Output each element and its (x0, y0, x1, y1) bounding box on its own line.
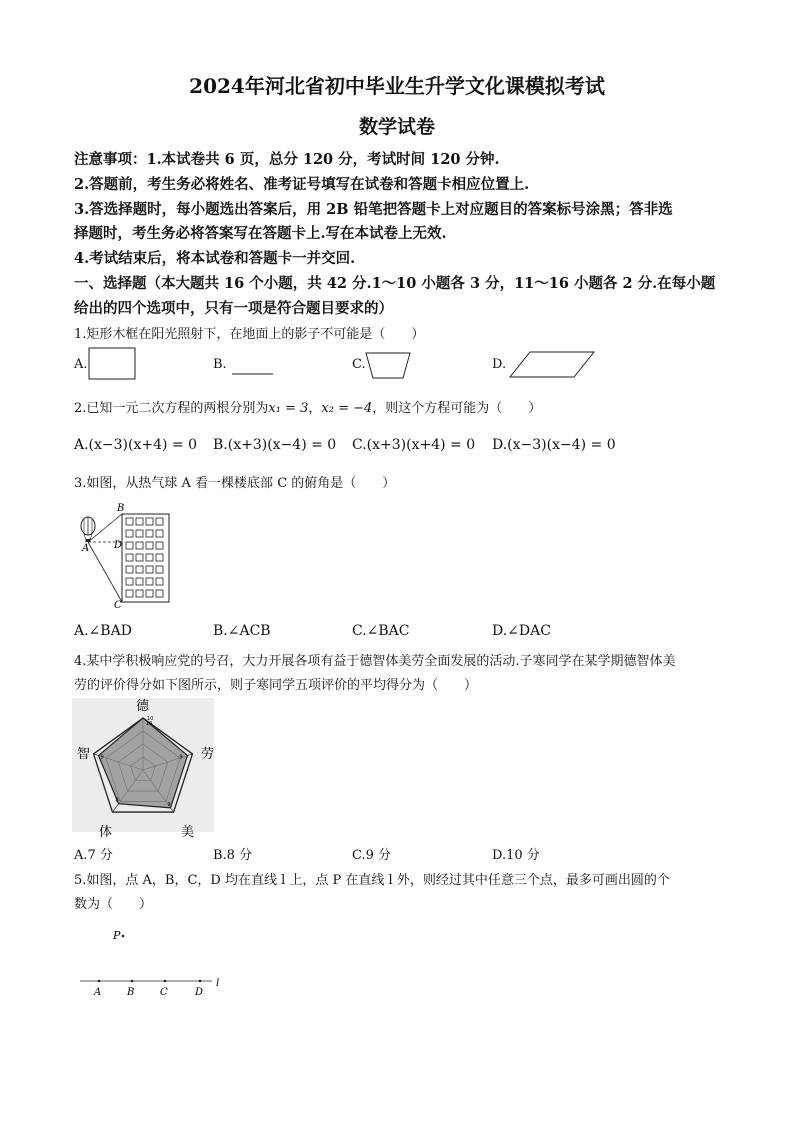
note-1: 注意事项：1.本试卷共 6 页，总分 120 分，考试时间 120 分钟. (74, 151, 500, 168)
q5-point-p (122, 935, 125, 938)
note-2: 2.答题前，考生务必将姓名、准考证号填写在试卷和答题卡相应位置上. (74, 176, 530, 193)
q3-label-b: B (117, 503, 125, 514)
q4-stem-line-2: 劳的评价得分如下图所示，则子寒同学五项评价的平均得分为（ ） (74, 678, 478, 693)
q4-axis-label: 德 (136, 699, 150, 714)
q4-option-b: B.8 分 (213, 848, 253, 863)
q3-figure (72, 500, 182, 612)
q2-option-c: C.(x+3)(x+4) = 0 (352, 437, 476, 453)
q4-score-label: 10 (146, 721, 153, 727)
exam-title: 2024年河北省初中毕业生升学文化课模拟考试 (189, 74, 605, 98)
q5-label-a: A (94, 987, 102, 998)
q2-option-a: A.(x−3)(x+4) = 0 (74, 437, 198, 453)
q5-label-p: P (113, 929, 121, 942)
note-3: 3.答选择题时，每小题选出答案后，用 2B 铅笔把答题卡上对应题目的答案标号涂黑；答非选 (74, 201, 673, 218)
q2-stem-a: 2.已知一元二次方程的两根分别为 (74, 401, 269, 416)
q1-option-a: A. (74, 357, 88, 372)
q2-option-d: D.(x−3)(x−4) = 0 (492, 437, 616, 453)
q3-label-d: D (114, 540, 123, 551)
q3-option-a: A.∠BAD (74, 623, 132, 639)
q4-score-label: 8 (115, 797, 119, 804)
q1-option-b: B. (213, 357, 227, 372)
q4-score-label: 9 (100, 754, 104, 761)
q1-shape-segment (230, 370, 276, 376)
q3-label-c: C (114, 600, 122, 611)
q1-shape-parallelogram (508, 350, 598, 380)
q2-sep: ， (308, 401, 322, 416)
q3-building-windows (126, 518, 163, 597)
note-4: 4.考试结束后，将本试卷和答题卡一并交回. (74, 250, 356, 267)
q4-axis-label: 智 (77, 747, 91, 762)
section-heading: 一、选择题（本大题共 16 个小题，共 42 分.1～10 小题各 3 分，11～16 小题各 2 分.在每小题 (74, 275, 716, 292)
q5-label-d: D (195, 987, 204, 998)
q5-label-c: C (160, 987, 168, 998)
q5-label-l: l (216, 978, 220, 989)
q4-stem-line-1: 4.某中学积极响应党的号召，大力开展各项有益于德智体美劳全面发展的活动.子寒同学在某学期德智体美 (74, 654, 676, 669)
q3-option-c: C.∠BAC (352, 623, 410, 639)
q4-axis-label: 美 (181, 825, 195, 840)
q5-label-b: B (127, 987, 135, 998)
q1-shape-trapezoid (365, 350, 415, 380)
q2-stem-b: ，则这个方程可能为（ ） (372, 401, 542, 416)
section-heading-cont: 给出的四个选项中，只有一项是符合题目要求的） (74, 300, 393, 317)
q3-option-b: B.∠ACB (213, 623, 271, 639)
q2-root-1: x₁ = 3 (268, 401, 309, 416)
q5-stem-line-2: 数为（ ） (74, 897, 153, 912)
q1-stem: 1.矩形木框在阳光照射下，在地面上的影子不可能是（ ） (74, 327, 425, 342)
q1-option-d: D. (492, 357, 507, 372)
q5-figure (76, 925, 236, 1000)
q4-option-a: A.7 分 (74, 848, 113, 863)
q4-option-c: C.9 分 (352, 848, 392, 863)
q4-max-label: 10 (147, 716, 154, 722)
q4-axis-label: 劳 (201, 747, 215, 762)
q5-stem-line-1: 5.如图，点 A，B，C，D 均在直线 l 上，点 P 在直线 l 外，则经过其中任意三个点，最多可画出圆的个 (74, 873, 670, 888)
q2-root-2: x₂ = −4 (321, 401, 373, 416)
exam-subtitle: 数学试卷 (358, 116, 435, 138)
q2-stem (74, 397, 541, 416)
q4-score-label: 9 (179, 754, 183, 761)
q4-option-d: D.10 分 (492, 848, 540, 863)
q4-axis-label: 体 (99, 825, 113, 840)
q1-shape-rectangle (88, 347, 138, 381)
q2-option-b: B.(x+3)(x−4) = 0 (213, 437, 337, 453)
q3-stem: 3.如图，从热气球 A 看一棵楼底部 C 的俯角是（ ） (74, 476, 396, 491)
note-3-cont: 择题时，考生务必将答案写在答题卡上.写在本试卷上无效. (74, 225, 447, 242)
q1-option-c: C. (352, 357, 366, 372)
q4-score-label: 9 (167, 801, 171, 808)
q3-option-d: D.∠DAC (492, 623, 551, 639)
q4-radar-chart (72, 698, 215, 840)
q3-label-a: A (82, 543, 90, 554)
